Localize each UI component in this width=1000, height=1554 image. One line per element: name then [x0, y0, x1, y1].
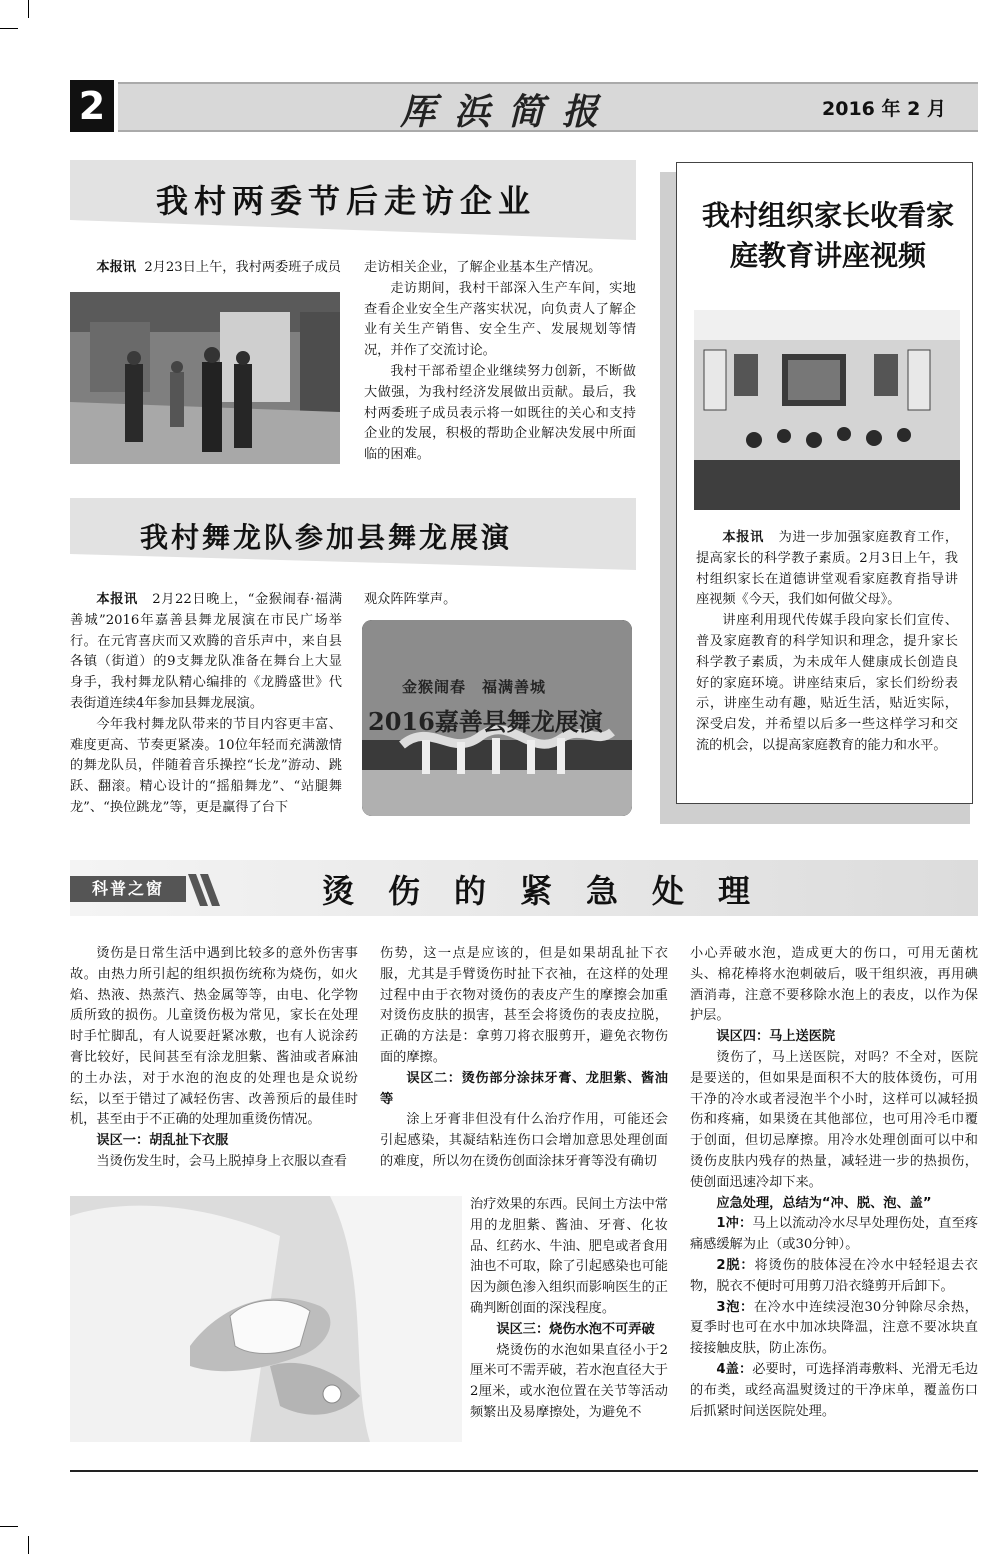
article1-col2-p2: 走访期间，我村干部深入生产车间，实地查看企业安全生产落实状况，向负责人了解企业有关生产销售、安全生产、发展规划等情况，并作了交流讨论。 [364, 280, 636, 359]
science-tag: 科普之窗 [70, 876, 186, 902]
bottom-rule [70, 1470, 978, 1472]
science-col3 [690, 944, 978, 1422]
article2-col2 [364, 590, 636, 611]
science-col2-lower [470, 1195, 668, 1424]
step-pao [690, 1298, 978, 1360]
article2-title: 我村舞龙队参加县舞龙展演 [140, 521, 513, 554]
science-c3-p1: 小心弄破水泡，造成更大的伤口，可用无菌枕头、棉花棒将水泡刺破后，吸干组织液，再用碘酒消毒，注意不要移除水泡上的表皮，以作为保护层。 [690, 946, 978, 1024]
stage-banner-line2: 2016嘉善县舞龙展演 [368, 707, 603, 736]
bandaged-hand-photo [70, 1196, 462, 1442]
page-number: 2 [70, 80, 114, 132]
step-gai-label: 4盖： [716, 1361, 753, 1377]
article1-col2-p1: 走访相关企业，了解企业基本生产情况。 [364, 260, 602, 275]
lecture-photo [694, 310, 960, 510]
step-tuo [690, 1256, 978, 1298]
crop-mark [28, 1536, 29, 1554]
step-chong [690, 1214, 978, 1256]
article1-lead: 本报讯 [96, 260, 136, 275]
dragon-dance-photo [362, 620, 632, 816]
science-c3-p2: 烫伤了，马上送医院，对吗？不全对，医院是要送的，但如果是面积不大的肢体烫伤，可用干净的冷水或者浸泡半个小时，这样可以减轻损伤和疼痛，如果烫在其他部位，也可用冷毛巾覆于创面，但切忌摩擦。用冷水处理创面可以中和烫伤皮肤内残存的热量，减轻进一步的热损伤，使创面迅速冷却下来。 [690, 1049, 978, 1190]
step-pao-label: 3泡： [716, 1299, 754, 1315]
article3-body [696, 528, 958, 757]
article1-title: 我村两委节后走访企业 [156, 182, 537, 220]
paper-name: 厍浜简报 [400, 91, 617, 133]
crop-mark [0, 28, 18, 29]
step-gai [690, 1360, 978, 1422]
science-c2-p2: 涂上牙膏非但没有什么治疗作用，可能还会引起感染，其凝结粘连伤口会增加意思处理创面的难度，所以勿在烫伤创面涂抹牙膏等没有确切 [380, 1112, 668, 1169]
article1-text: 2月23日上午，我村两委班子成员 [144, 260, 341, 275]
science-c2-h2: 误区二：烫伤部分涂抹牙膏、龙胆紫、酱油等 [380, 1070, 668, 1107]
science-col2 [380, 944, 668, 1173]
article3-title: 我村组织家长收看家庭教育讲座视频 [701, 199, 954, 272]
article1-col1 [70, 258, 342, 279]
science-c1-p2: 当烫伤发生时，会马上脱掉身上衣服以查看 [96, 1153, 347, 1169]
science-c1-h1: 误区一：胡乱扯下衣服 [96, 1133, 229, 1149]
article2-col1 [70, 590, 342, 819]
science-col1 [70, 944, 358, 1173]
article2-lead: 本报讯 [96, 592, 138, 607]
science-c2-p3: 治疗效果的东西。民间土方法中常用的龙胆紫、酱油、牙膏、化妆品、红药水、牛油、肥皂或者食用油也不可取，除了引起感染也可能因为颜色渗入组织而影响医生的正确判断创面的深浅程度。 [470, 1197, 668, 1316]
article3-p1: 为进一步加强家庭教育工作，提高家长的科学教子素质。2月3日上午，我村组织家长在道德讲堂观看家庭教育指导讲座视频《今天，我们如何做父母》。 [696, 530, 959, 608]
article2-p1: 2月22日晚上，“金猴闹春·福满善城”2016年嘉善县舞龙展演在市民广场举行。在元宵喜庆而又欢腾的音乐声中，来自县各镇（街道）的9支舞龙队准备在舞台上大显身手，我村舞龙队精心编排的《龙腾盛世》代表街道连续4年参加县舞龙展演。 [70, 592, 343, 711]
article2-p3: 观众阵阵掌声。 [364, 592, 457, 607]
step-tuo-label: 2脱： [716, 1257, 755, 1273]
crop-mark [0, 1526, 18, 1527]
step-chong-label: 1冲： [716, 1216, 753, 1232]
science-c3-h4: 误区四：马上送医院 [716, 1029, 836, 1045]
crop-mark [28, 0, 29, 18]
step-tuo-text: 将烫伤的肢体浸在冷水中轻轻退去衣物，脱衣不便时可用剪刀沿衣缝剪开后卸下。 [690, 1257, 978, 1294]
article3-p2: 讲座利用现代传媒手段向家长们宣传、普及家庭教育的科学知识和理念，提升家长科学教子素质，为未成年人健康成长创造良好的家庭环境。讲座结束后，家长们纷纷表示，讲座生动有趣，贴近生活，贴近实际，深受启发，并希望以后多一些这样学习和交流的机会，以提高家庭教育的能力和水平。 [696, 613, 958, 753]
science-c2-h3: 误区三：烧伤水泡不可弄破 [496, 1321, 655, 1337]
issue-date: 2016 年 2 月 [822, 98, 946, 120]
article1-col2 [364, 258, 636, 466]
science-title: 烫伤的紧急处理 [322, 872, 785, 910]
chevron-stripes-icon [186, 872, 226, 908]
step-gai-text: 必要时，可选择消毒敷料、光滑无毛边的布类，或经高温熨烫过的干净床单，覆盖伤口后抓紧时间送医院处理。 [690, 1361, 979, 1419]
article1-col2-p3: 我村干部希望企业继续努力创新，不断做大做强，为我村经济发展做出贡献。最后，我村两委班子成员表示将一如既往的关心和支持企业的发展，积极的帮助企业解决发展中所面临的困难。 [364, 363, 636, 463]
science-c1-p1: 烫伤是日常生活中遇到比较多的意外伤害事故。由热力所引起的组织损伤统称为烧伤，如火焰、热液、热蒸汽、热金属等等，由电、化学物质所致的损伤。儿童烫伤极为常见，家长在处理时手忙脚乱，有人说要赶紧冰敷，也有人说涂药膏比较好，民间甚至有涂龙胆紫、酱油或者麻油的土办法，对于水泡的泡皮的处理也是众说纷纭，以至于错过了减轻伤害、改善预后的最佳时机，甚至由于不正确的处理加重烫伤情况。 [70, 946, 358, 1128]
stage-banner-line1: 金猴闹春 福满善城 [402, 678, 547, 696]
factory-photo [70, 292, 340, 464]
step-pao-text: 在冷水中连续浸泡30分钟除尽余热，夏季时也可在水中加冰块降温，注意不要冰块直接接触皮肤，防止冻伤。 [690, 1299, 978, 1357]
science-c2-p4: 烧烫伤的水泡如果直径小于2厘米可不需弄破，若水泡直径大于2厘米，或水泡位置在关节等活动频繁出及易摩擦处，为避免不 [470, 1342, 668, 1420]
article2-p2: 今年我村舞龙队带来的节目内容更丰富、难度更高、节奏更紧凑。10位年轻而充满激情的舞龙队员，伴随着音乐操控“长龙”游动、跳跃、翻滚。精心设计的“摇船舞龙”、“站腿舞龙”、“换位跳龙”等，更是赢得了台下 [70, 716, 342, 815]
article3-lead: 本报讯 [722, 530, 764, 545]
science-c2-p1: 伤势，这一点是应该的，但是如果胡乱扯下衣服，尤其是手臂烫伤时扯下衣袖，在这样的处理过程中由于衣物对烫伤的表皮产生的摩擦会加重对烫伤皮肤的损害，甚至会将烫伤的表皮拉脱，正确的方法是：拿剪刀将衣服剪开，避免衣物伤面的摩擦。 [380, 946, 668, 1065]
step-chong-text: 马上以流动冷水尽早处理伤处，直至疼痛感缓解为止（或30分钟）。 [690, 1216, 979, 1253]
science-c3-h5: 应急处理，总结为“冲、脱、泡、盖” [716, 1195, 932, 1211]
